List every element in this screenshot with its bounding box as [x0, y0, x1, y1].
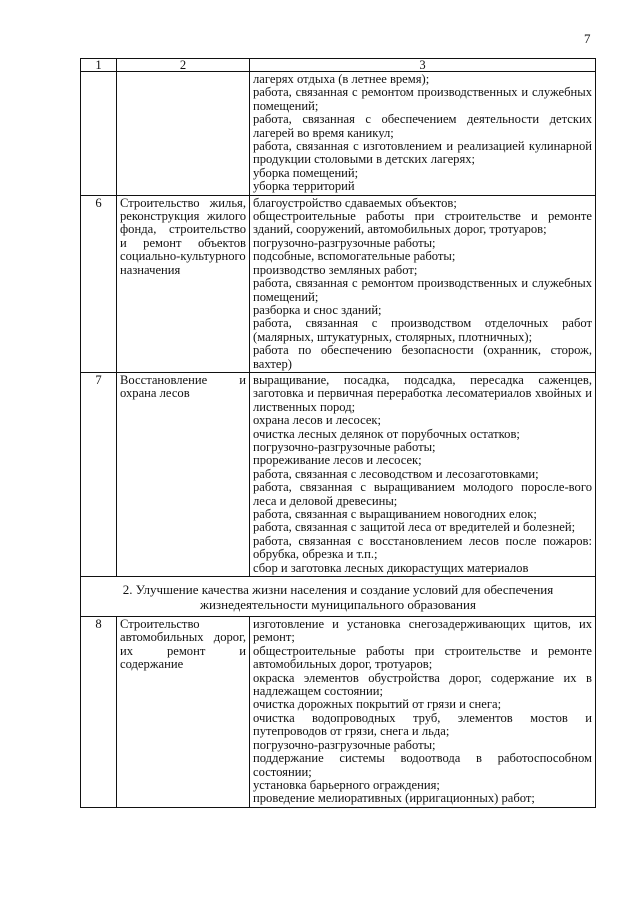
work-item: работа по обеспечению безопасности (охранник, сторож, вахтер) [253, 343, 592, 371]
work-item: выращивание, посадка, подсадка, пересадка саженцев, заготовка и первичная переработка лесоматериалов хвойных и лиственных пород; [253, 372, 592, 414]
work-item: очистка лесных делянок от порубочных остатков; [253, 426, 520, 441]
row-works [250, 195, 596, 372]
row-topic: Восстановление и охрана лесов [117, 372, 250, 576]
work-item: погрузочно-разгрузочные работы; [253, 235, 436, 250]
work-item: прореживание лесов и лесосек; [253, 453, 422, 468]
work-item: работа, связанная с ремонтом производственных и служебных помещений; [253, 276, 592, 304]
page-number: 7 [584, 31, 591, 46]
work-item: очистка дорожных покрытий от грязи и снега; [253, 697, 502, 712]
work-item: изготовление и установка снегозадерживающих щитов, их ремонт; [253, 617, 592, 645]
work-item: производство земляных работ; [253, 262, 418, 277]
work-item: окраска элементов обустройства дорог, содержание их в надлежащем состоянии; [253, 670, 592, 699]
header-cell-2: 2 [117, 59, 250, 72]
section-title: 2. Улучшение качества жизни населения и создание условий для обеспечения жизнедеятельности муниципального образования [81, 577, 596, 617]
row-topic [117, 72, 250, 196]
table-row [81, 72, 596, 196]
header-cell-3: 3 [250, 59, 596, 72]
work-item: работа, связанная с восстановлением лесов после пожаров: обрубка, обрезка и т.п.; [253, 533, 592, 562]
work-item: работа, связанная с обеспечением деятельности детских лагерей во время каникул; [253, 112, 592, 140]
work-item: уборка территорий [253, 179, 355, 194]
work-item: очистка водопроводных труб, элементов мостов и путепроводов от грязи, снега и льда; [253, 710, 592, 739]
row-works [250, 617, 596, 808]
header-row [81, 59, 596, 72]
work-item: благоустройство сдаваемых объектов; [253, 195, 457, 210]
work-item: погрузочно-разгрузочные работы; [253, 737, 436, 752]
work-item: работа, связанная с изготовлением и реализацией кулинарной продукции столовыми в детских лагерях; [253, 139, 592, 167]
row-topic: Строительство автомобильных дорог, их ремонт и содержание [117, 617, 250, 808]
work-item: погрузочно-разгрузочные работы; [253, 439, 436, 454]
row-works [250, 372, 596, 576]
row-works [250, 72, 596, 196]
work-item: работа, связанная с лесоводством и лесозаготовками; [253, 466, 539, 481]
work-item: поддержание системы водоотвода в работоспособном состоянии; [253, 751, 592, 779]
work-item: работа, связанная с защитой леса от вредителей и болезней; [253, 520, 576, 535]
row-number: 8 [81, 617, 117, 808]
work-item: общестроительные работы при строительстве и ремонте автомобильных дорог, тротуаров; [253, 643, 592, 672]
work-item: сбор и заготовка лесных дикорастущих материалов [253, 560, 529, 575]
section-row [81, 577, 596, 617]
header-cell-1: 1 [81, 59, 117, 72]
work-item: установка барьерного ограждения; [253, 777, 440, 792]
row-number: 6 [81, 195, 117, 372]
work-item: подсобные, вспомогательные работы; [253, 249, 456, 264]
work-item: работа, связанная с производством отделочных работ (малярных, штукатурных, столярных, плотничных); [253, 316, 592, 344]
work-item: работа, связанная с выращиванием молодого поросле-вого леса и деловой древесины; [253, 480, 592, 508]
row-number: 7 [81, 372, 117, 576]
table-row [81, 372, 596, 576]
row-number [81, 72, 117, 196]
work-item: уборка помещений; [253, 165, 359, 180]
work-item: общестроительные работы при строительстве и ремонте зданий, сооружений, автомобильных дорог, тротуаров; [253, 209, 592, 237]
work-item: разборка и снос зданий; [253, 302, 382, 317]
table-row [81, 617, 596, 808]
work-item: проведение мелиоративных (ирригационных) работ; [253, 791, 535, 806]
work-item: работа, связанная с ремонтом производственных и служебных помещений; [253, 85, 592, 113]
row-topic: Строительство жилья, реконструкция жилого фонда, строительство и ремонт объектов социально-культурного назначения [117, 195, 250, 372]
work-item: работа, связанная с выращиванием новогодних елок; [253, 507, 537, 521]
table-row [81, 195, 596, 372]
work-item: охрана лесов и лесосек; [253, 413, 382, 428]
works-table [80, 58, 596, 808]
work-item: лагерях отдыха (в летнее время); [253, 72, 430, 86]
